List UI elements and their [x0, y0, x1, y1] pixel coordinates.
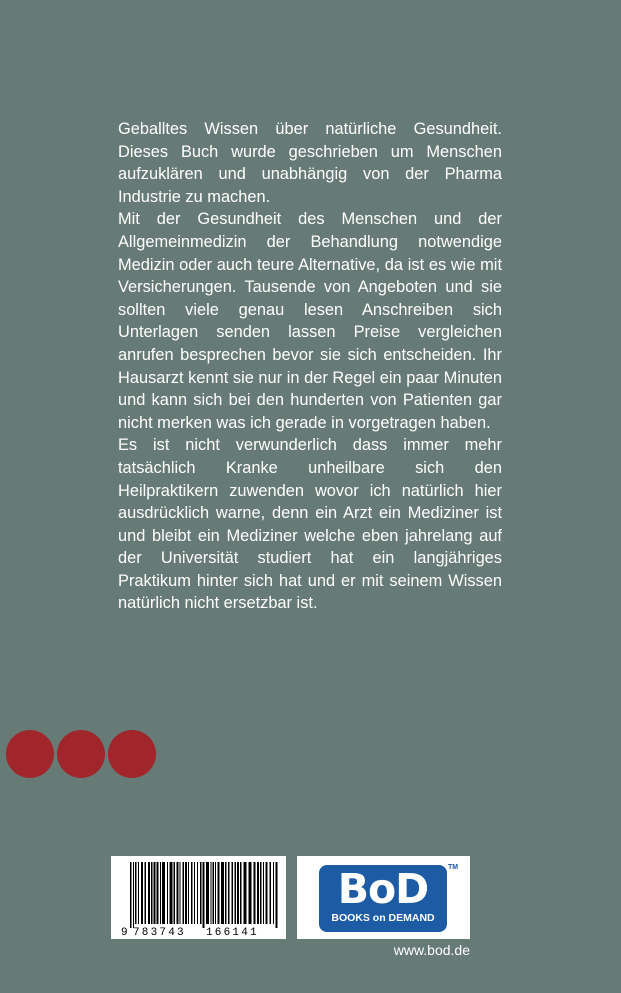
barcode-bar	[228, 862, 230, 924]
barcode-bar	[254, 862, 256, 924]
barcode-bar	[215, 862, 216, 924]
barcode-bar	[141, 862, 143, 924]
barcode-bar	[211, 862, 212, 924]
bod-logo-text: BoD	[337, 865, 429, 913]
barcode-bar	[170, 862, 173, 924]
barcode-bar	[213, 862, 215, 924]
barcode-bar	[177, 862, 179, 924]
barcode-bar	[266, 862, 268, 924]
barcode-bar	[185, 862, 187, 924]
barcode-bar	[249, 862, 252, 924]
bod-tagline: BOOKS on DEMAND	[331, 912, 435, 924]
barcode-bar	[273, 862, 274, 924]
barcode-bar	[270, 862, 272, 924]
isbn-first-digit: 9	[121, 927, 128, 939]
barcode-bar	[263, 862, 264, 924]
barcode-bar	[135, 862, 137, 924]
barcode-bar	[180, 862, 181, 924]
blurb-paragraph-1: Geballtes Wissen über natürliche Gesundheit. Dieses Buch wurde geschrieben um Menschen aufzuklären und unabhängig von der Pharma Industrie zu machen.	[118, 120, 502, 206]
publisher-website: www.bod.de	[393, 942, 470, 958]
barcode-bar	[206, 862, 209, 924]
trademark-mark: TM	[448, 864, 459, 871]
red-dot-icon	[108, 730, 156, 778]
barcode-bar	[133, 862, 134, 928]
barcode-bar	[188, 862, 189, 924]
barcode-bar	[145, 862, 147, 924]
barcode-bar	[138, 862, 139, 924]
blurb-paragraph-2: Mit der Gesundheit des Menschen und der Allgemeinmedizin der Behandlung notwendige Medizin oder auch teure Alternative, da ist es wie mit Versicherungen. Tausende von Angeboten und sie sollten viele genau lesen Anschreiben sich Unterlagen senden lassen Preise vergleichen anrufen besprechen bevor sie sich entscheiden. Ihr Hausarzt kennt sie nur in der Regel ein paar Minuten und kann sich bei den hunderten von Patienten gar nicht merken was ich gerade in vorgetragen haben.	[118, 210, 502, 432]
barcode-bar	[167, 862, 168, 924]
isbn-right-group: 166141	[206, 927, 259, 939]
barcode-bar	[257, 862, 259, 924]
barcode-bar	[183, 862, 185, 924]
red-dot-icon	[57, 730, 105, 778]
red-dot-icon	[6, 730, 54, 778]
barcode-bar	[174, 862, 176, 924]
blurb-paragraph-3: Es ist nicht verwunderlich dass immer mehr tatsächlich Kranke unheilbare sich den Heilpraktikern zuwenden wovor ich natürlich hier ausdrücklich warne, denn ein Arzt ein Mediziner ist und bleibt ein Mediziner welche eben jahrelang auf der Universität studiert hat ein langjähriges Praktikum hinter sich hat und er mit seinem Wissen natürlich nicht ersetzbar ist.	[118, 436, 502, 613]
publisher-logo-box	[297, 856, 470, 939]
barcode-bar	[260, 862, 262, 924]
barcode-bar	[200, 862, 202, 924]
barcode-bar	[151, 862, 153, 924]
barcode-bar	[225, 862, 227, 924]
barcode-bar	[203, 862, 205, 928]
barcode-bar	[162, 862, 165, 924]
barcode-bar	[218, 862, 220, 924]
barcode-bar	[160, 862, 161, 924]
barcode-bar	[148, 862, 150, 924]
barcode-bar	[191, 862, 193, 924]
barcode-bar	[232, 862, 234, 924]
bod-logo	[319, 865, 447, 932]
barcode-bar	[157, 862, 159, 924]
barcode-bar	[221, 862, 224, 924]
barcode-bar	[197, 862, 198, 924]
barcode-bar	[240, 862, 242, 924]
back-cover-blurb	[118, 118, 502, 615]
barcode-icon	[111, 856, 286, 939]
isbn-left-group: 783743	[133, 927, 186, 939]
barcode-bar	[235, 862, 237, 924]
barcode-bar	[130, 862, 132, 928]
barcode-bar	[154, 862, 156, 924]
barcode-bar	[194, 862, 195, 924]
barcode-bar	[244, 862, 247, 924]
barcode-bar	[237, 862, 239, 924]
barcode-bar	[276, 862, 278, 928]
isbn-barcode	[111, 856, 286, 939]
